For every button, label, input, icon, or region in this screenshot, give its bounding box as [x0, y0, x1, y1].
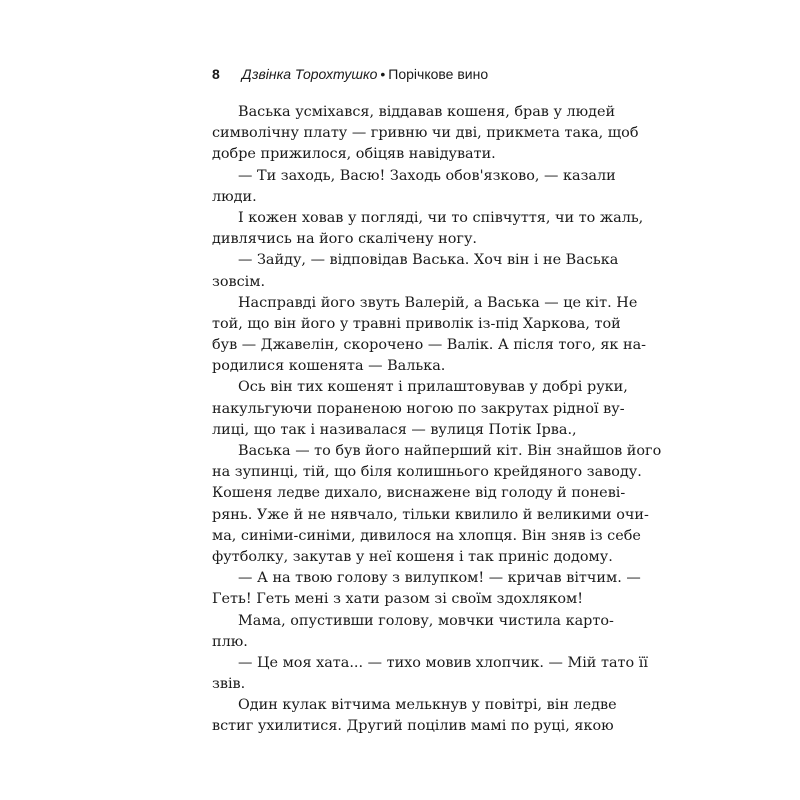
running-head-separator: • [380, 66, 386, 82]
text-line: — Ти заходь, Васю! Заходь обов'язково, — казали [238, 167, 616, 184]
text-line: Кошеня ледве дихало, виснажене від голоду й поневі- [212, 485, 626, 502]
text-line: Геть! Геть мені з хати разом зі своїм здохляком! [212, 591, 583, 608]
text-line: ма, синіми-синіми, дивилося на хлопця. Він зняв із себе [212, 527, 641, 544]
body-text [212, 102, 662, 738]
text-line: Васька усміхався, віддавав кошеня, брав у людей [238, 104, 616, 120]
text-line: символічну плату — гривню чи дві, прикмета така, щоб [212, 125, 639, 142]
text-line: Мама, опустивши голову, мовчки чистила карто- [238, 612, 614, 629]
text-line: І кожен ховав у погляді, чи то співчуття, чи то жаль, [238, 209, 644, 226]
text-line: на зупинці, тій, що біля колишнього крейдяного заводу. [212, 464, 642, 481]
text-line: дивлячись на його скалічену ногу. [212, 231, 478, 248]
text-line: той, що він його у травні приволік із-під Харкова, той [212, 315, 621, 332]
text-line: Ось він тих кошенят і прилаштовував у добрі руки, [238, 379, 628, 396]
text-line: Насправді його звуть Валерій, а Васька — це кіт. Не [238, 294, 638, 311]
text-line: — Це моя хата... — тихо мовив хлопчик. — Мій тато її [238, 654, 648, 671]
text-line: футболку, закутав у неї кошеня і так приніс додому. [212, 548, 613, 565]
text-line: — А на твою голову з вилупком! — кричав вітчим. — [238, 570, 641, 587]
text-line: рянь. Уже й не нявчало, тільки квилило й великими очи- [212, 506, 649, 523]
text-line: встиг ухилитися. Другий поцілив мамі по руці, якою [212, 718, 614, 735]
author-name: Дзвінка Торохтушко [241, 66, 378, 82]
text-line: накульгуючи пораненою ногою по закрутах рідної ву- [212, 400, 625, 417]
text-line: плю. [212, 633, 248, 650]
text-line: лиці, що так і називалася — вулиця Потік Ірва., [212, 421, 577, 438]
text-line: люди. [212, 188, 257, 205]
running-head [212, 64, 488, 84]
text-line: був — Джавелін, скорочено — Валік. А після того, як на- [212, 337, 647, 354]
book-title: Порічкове вино [388, 66, 489, 82]
text-line: родилися кошенята — Валька. [212, 358, 446, 375]
text-line: звів. [212, 676, 246, 693]
text-line: Васька — то був його найперший кіт. Він знайшов його [238, 443, 662, 459]
page-number: 8 [212, 66, 220, 82]
text-line: добре прижилося, обіцяв навідувати. [212, 146, 496, 163]
text-line: зовсім. [212, 273, 266, 290]
text-line: Один кулак вітчима мелькнув у повітрі, він ледве [238, 697, 617, 714]
text-line: — Зайду, — відповідав Васька. Хоч він і не Васька [238, 252, 619, 269]
